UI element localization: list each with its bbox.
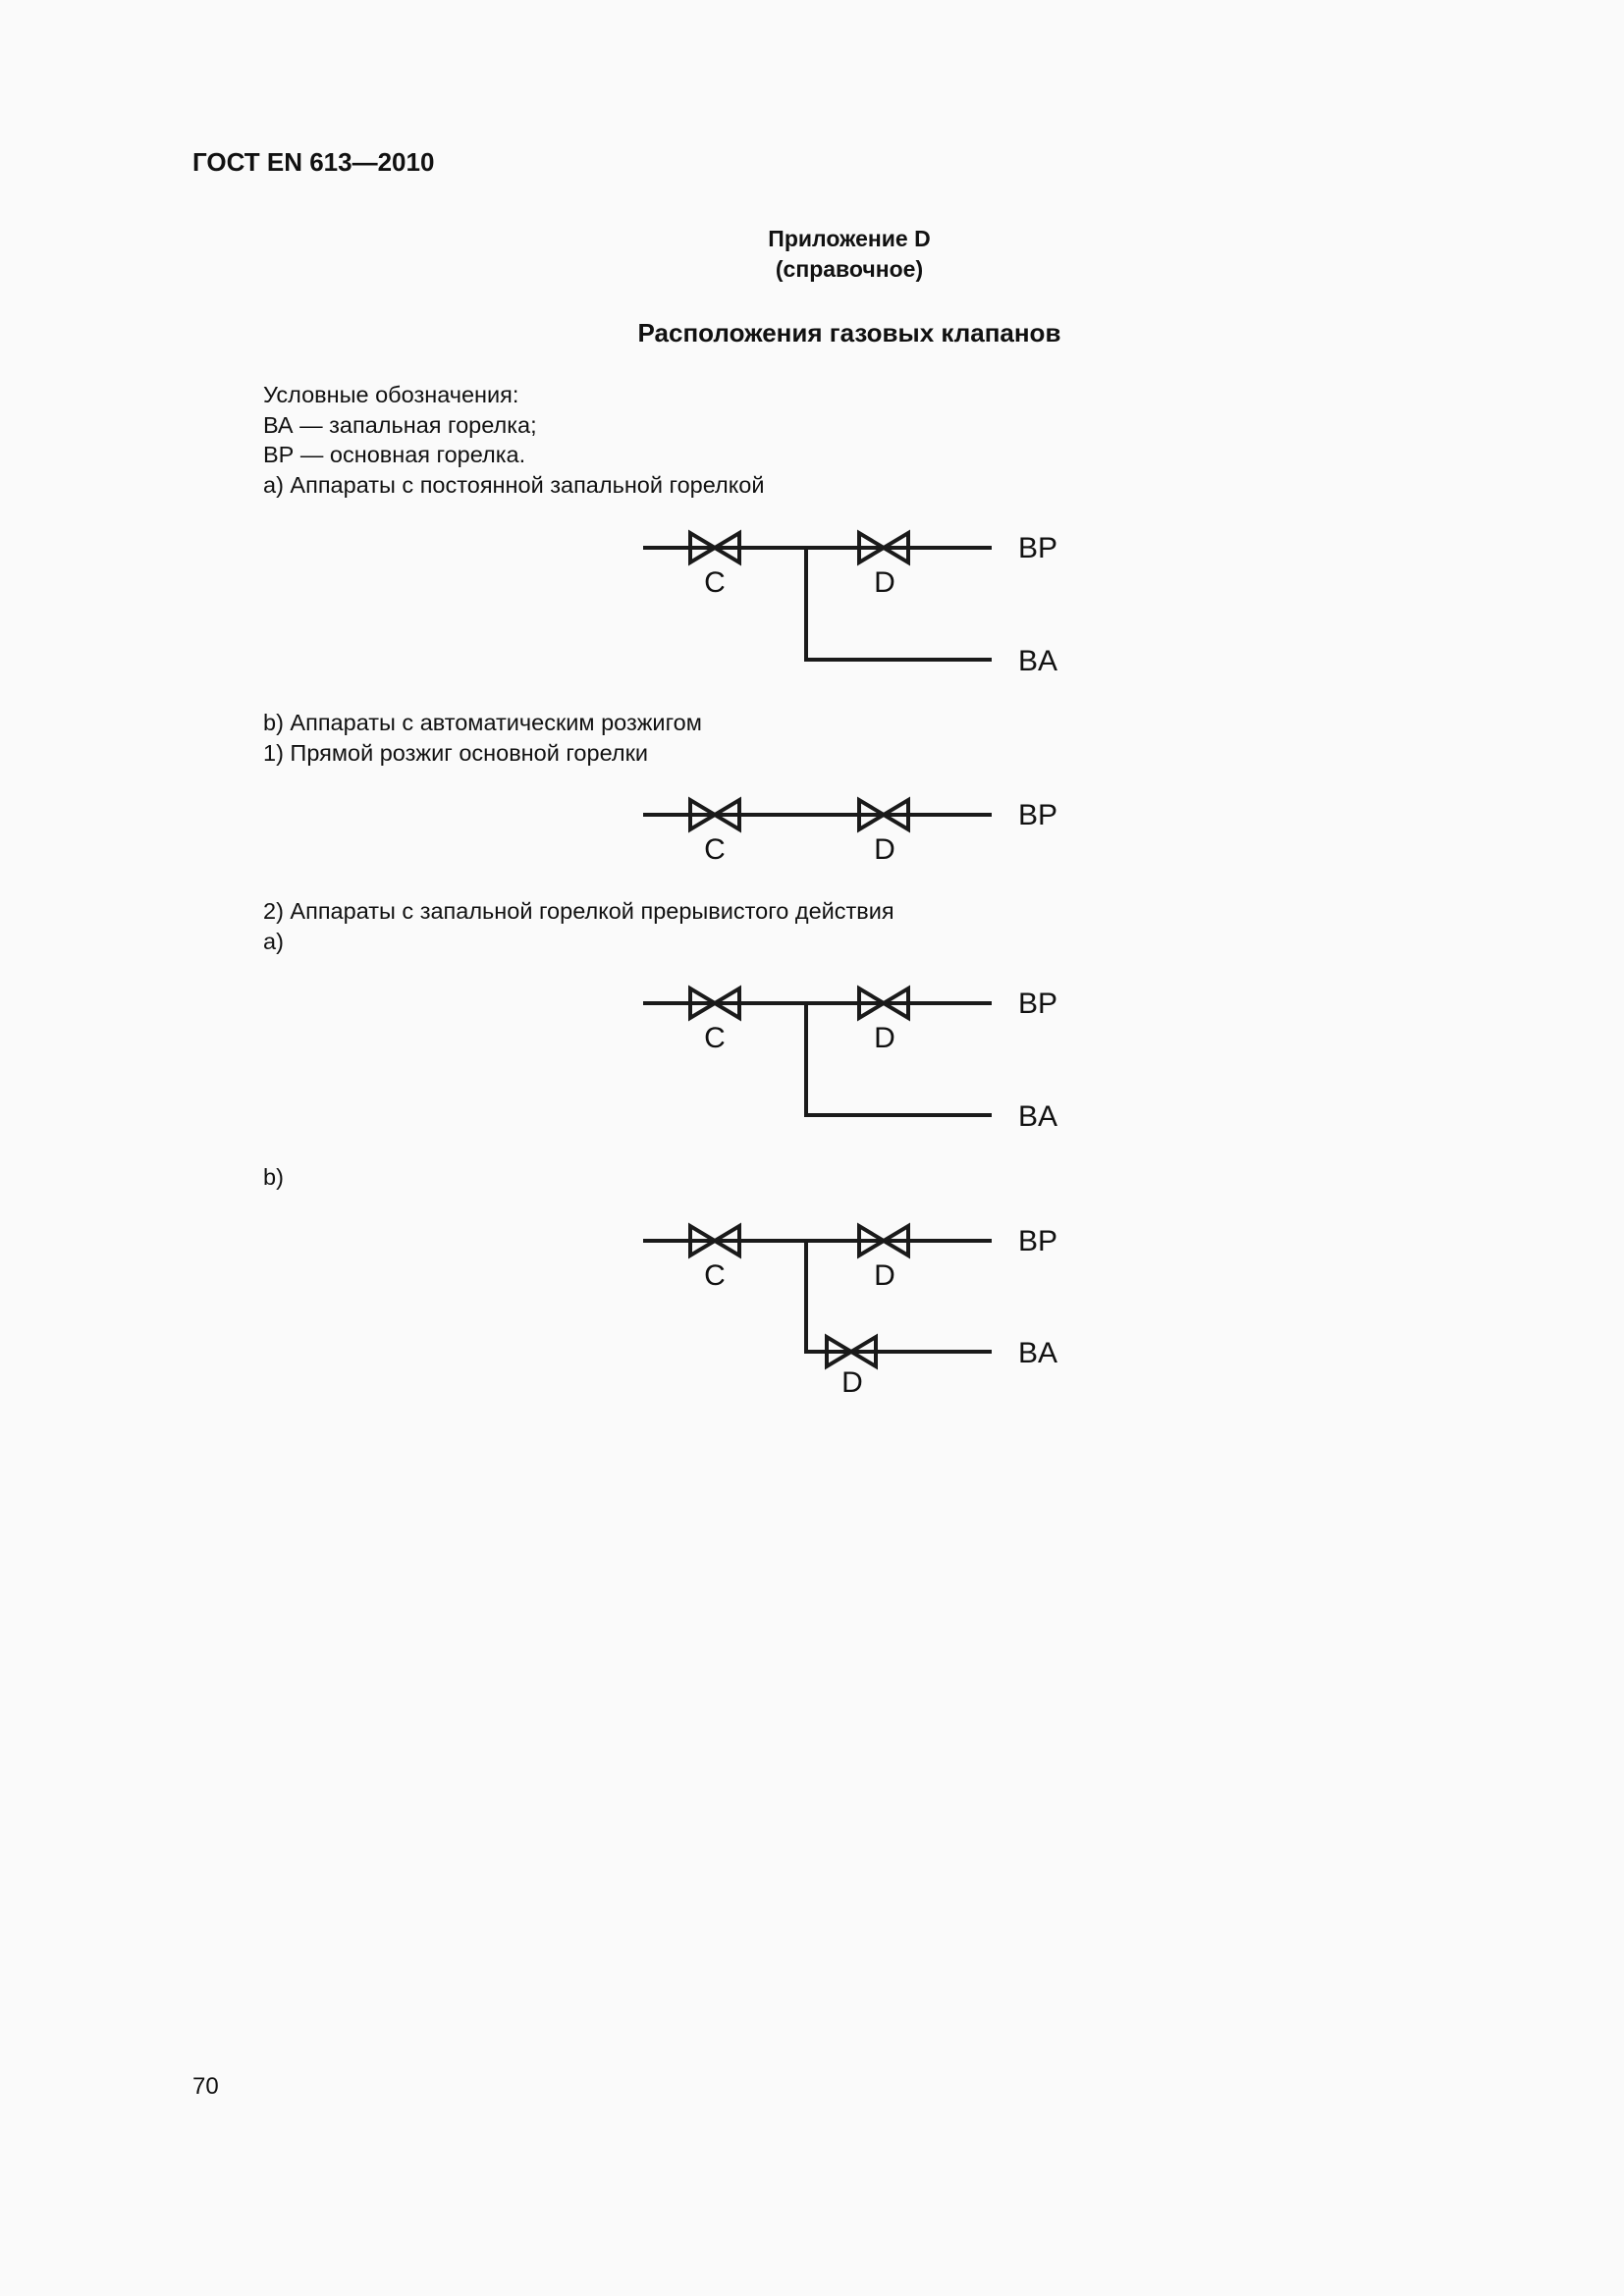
item-b-label: b) Аппараты с автоматическим розжигом <box>263 710 702 735</box>
valve-c-label: C <box>704 1259 726 1292</box>
diagram-permanent-pilot <box>638 520 1080 687</box>
diagram-intermittent-pilot-a <box>638 976 1080 1143</box>
valve-d-label: D <box>874 1259 895 1292</box>
valve-c-label: C <box>704 1022 726 1054</box>
legend-bp: ВР — основная горелка. <box>263 442 526 467</box>
valve-c-label: C <box>704 833 726 866</box>
item-a-label: a) Аппараты с постоянной запальной горелкой <box>263 472 765 498</box>
appendix-title: Приложение D <box>768 226 931 251</box>
pilot-branch-line <box>806 548 992 660</box>
ba-label: BA <box>1018 1337 1058 1369</box>
document-header: ГОСТ EN 613—2010 <box>192 147 435 177</box>
appendix-status: (справочное) <box>775 256 924 282</box>
bp-label: BP <box>1018 532 1058 564</box>
valve-d-label: D <box>874 1022 895 1054</box>
item-b2b-label: b) <box>263 1164 284 1190</box>
section-title: Расположения газовых клапанов <box>637 318 1061 347</box>
item-b1-label: 1) Прямой розжиг основной горелки <box>263 740 648 766</box>
diagram-direct-ignition <box>638 787 1080 866</box>
pilot-branch-line <box>806 1003 992 1115</box>
valve-d-label: D <box>874 566 895 599</box>
pilot-branch-line <box>806 1241 992 1352</box>
page-number: 70 <box>192 2073 219 2100</box>
legend-ba: ВА — запальная горелка; <box>263 412 537 438</box>
bp-label: BP <box>1018 799 1058 831</box>
valve-d-label: D <box>874 833 895 866</box>
ba-label: BA <box>1018 1100 1058 1133</box>
item-b2a-label: a) <box>263 929 284 954</box>
diagram-intermittent-pilot-b <box>638 1213 1080 1400</box>
pilot-valve-d-label: D <box>841 1366 863 1399</box>
ba-label: BA <box>1018 645 1058 677</box>
legend-heading: Условные обозначения: <box>263 382 519 407</box>
bp-label: BP <box>1018 1225 1058 1257</box>
valve-c-label: C <box>704 566 726 599</box>
bp-label: BP <box>1018 988 1058 1020</box>
item-b2-label: 2) Аппараты с запальной горелкой прерывистого действия <box>263 898 894 924</box>
